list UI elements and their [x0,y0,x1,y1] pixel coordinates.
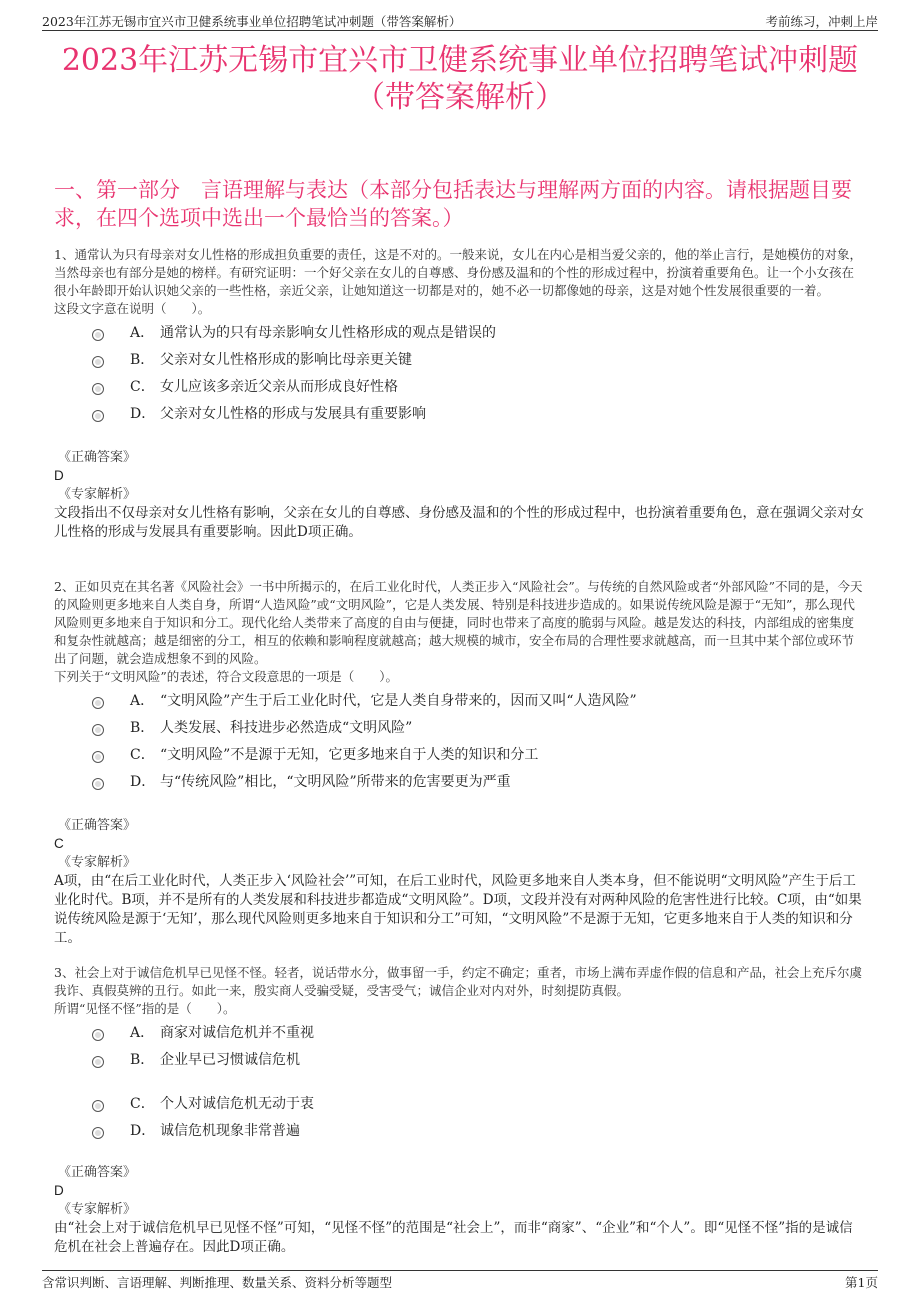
option-text: 企业早已习惯诚信危机 [160,1052,300,1068]
option-text: 父亲对女儿性格的形成与发展具有重要影响 [160,406,426,422]
explanation: 文段指出不仅母亲对女儿性格有影响，父亲在女儿的自尊感、身份感及温和的个性的形成过程中，也扮演着重要角色，意在强调父亲对女儿性格的形成与发展具有重要影响。因此D项正确。 [54,505,864,540]
option-b[interactable]: B． 人类发展、科技进步必然造成“文明风险” [92,719,866,746]
explanation: 由“社会上对于诚信危机早已见怪不怪”可知，“见怪不怪”的范围是“社会上”，而非“商家”、“企业”和“个人”。即“见怪不怪”指的是诚信危机在社会上普遍存在。因此D项正确。 [54,1220,853,1255]
radio-button[interactable] [92,410,104,422]
header-doc-title: 2023年江苏无锡市宜兴市卫健系统事业单位招聘笔试冲刺题（带答案解析） [42,14,462,29]
radio-button[interactable] [92,1029,104,1041]
question-1 [54,246,866,542]
question-stem: 1、通常认为只有母亲对女儿性格的形成担负重要的责任，这是不对的。一般来说，女儿在内心是相当爱父亲的，他的举止言行，是她模仿的对象，当然母亲也有部分是她的榜样。有研究证明：一个好父亲在女儿的自尊感、身份感及温和的个性的形成过程中，扮演着重要角色。让一个小女孩在很小年龄即开始认识她父亲的一些性格，亲近父亲，让她知道这一切都是对的，她不必一切都像她的母亲，这是对她个性发展很重要的一着。 [54,247,862,298]
option-text: 通常认为的只有母亲影响女儿性格形成的观点是错误的 [160,325,496,341]
radio-button[interactable] [92,778,104,790]
question-3 [54,964,866,1257]
option-text: 诚信危机现象非常普遍 [160,1123,300,1139]
page-number: 第1页 [845,1275,878,1290]
option-d[interactable]: D． 父亲对女儿性格的形成与发展具有重要影响 [92,405,866,432]
question-stem: 3、社会上对于诚信危机早已见怪不怪。轻者，说话带水分，做事留一手，约定不确定；重者，市场上满布弄虚作假的信息和产品，社会上充斥尔虞我诈、真假莫辨的丑行。如此一来，殷实商人受骗受疑，受害受气；诚信企业对内对外，时刻提防真假。 [54,965,862,998]
option-text: 父亲对女儿性格形成的影响比母亲更关键 [160,352,412,368]
option-a[interactable]: A． 通常认为的只有母亲影响女儿性格形成的观点是错误的 [92,324,866,351]
option-c[interactable]: C． 个人对诚信危机无动于衷 [92,1095,866,1122]
radio-button[interactable] [92,1127,104,1139]
title-line-2: （带答案解析） [355,80,565,115]
explanation: A项，由“在后工业化时代，人类正步入‘风险社会’”可知，在后工业时代，风险更多地来自人类本身，但不能说明“文明风险”产生于后工业化时代。B项，并不是所有的人类发展和科技进步都造成“文明风险”。D项，文段并没有对两种风险的危害性进行比较。C项，由“如果说传统风险是源于‘无知’，那么现代风险则更多地来自于知识和分工”可知，“文明风险”不是源于无知，它更多地来自于人类的知识和分工。 [54,873,862,946]
correct-answer: D [54,1183,64,1198]
correct-answer: C [54,836,64,851]
radio-button[interactable] [92,1056,104,1068]
option-a[interactable]: A． “文明风险”产生于后工业化时代，它是人类自身带来的，因而又叫“人造风险” [92,692,866,719]
section-heading: 一、第一部分 言语理解与表达（本部分包括表达与理解两方面的内容。请根据题目要求，在四个选项中选出一个最恰当的答案。） [54,178,852,230]
option-text: 人类发展、科技进步必然造成“文明风险” [160,720,413,736]
expert-analysis-label: 《专家解析》 [58,855,137,870]
option-text: 女儿应该多亲近父亲从而形成良好性格 [160,379,398,395]
radio-button[interactable] [92,356,104,368]
expert-analysis-label: 《专家解析》 [58,487,137,502]
option-d[interactable]: D． 诚信危机现象非常普遍 [92,1122,866,1149]
question-prompt: 下列关于“文明风险”的表述，符合文段意思的一项是（ ）。 [54,669,399,684]
option-text: 商家对诚信危机并不重视 [160,1025,314,1041]
radio-button[interactable] [92,751,104,763]
footer-topics: 含常识判断、言语理解、判断推理、数量关系、资料分析等题型 [42,1275,393,1290]
option-c[interactable]: C． 女儿应该多亲近父亲从而形成良好性格 [92,378,866,405]
option-text: “文明风险”不是源于无知，它更多地来自于人类的知识和分工 [160,747,539,763]
radio-button[interactable] [92,383,104,395]
header-slogan: 考前练习，冲刺上岸 [765,14,878,29]
option-text: 个人对诚信危机无动于衷 [160,1096,314,1112]
question-prompt: 这段文字意在说明（ ）。 [54,301,211,316]
radio-button[interactable] [92,724,104,736]
radio-button[interactable] [92,1100,104,1112]
document-title [60,42,860,116]
answer-label: 《正确答案》 [58,450,137,465]
option-a[interactable]: A． 商家对诚信危机并不重视 [92,1024,866,1051]
option-text: “文明风险”产生于后工业化时代，它是人类自身带来的，因而又叫“人造风险” [160,693,637,709]
option-b[interactable]: B． 企业早已习惯诚信危机 [92,1051,866,1095]
option-b[interactable]: B． 父亲对女儿性格形成的影响比母亲更关键 [92,351,866,378]
page-header [42,10,878,31]
title-line-1: 2023年江苏无锡市宜兴市卫健系统事业单位招聘笔试冲刺题 [61,43,859,78]
option-d[interactable]: D． 与“传统风险”相比，“文明风险”所带来的危害要更为严重 [92,773,866,800]
correct-answer: D [54,468,64,483]
option-text: 与“传统风险”相比，“文明风险”所带来的危害要更为严重 [160,774,511,790]
question-2 [54,578,866,948]
question-stem: 2、正如贝克在其名著《风险社会》一书中所揭示的，在后工业化时代，人类正步入“风险社会”。与传统的自然风险或者“外部风险”不同的是，今天的风险则更多地来自人类自身，所谓“人造风险”或“文明风险”，它是人类发展、特别是科技进步造成的。如果说传统风险是源于“无知”，那么现代风险则更多地来自于知识和分工。现代化给人类带来了高度的自由与便捷，同时也带来了高度的脆弱与风险。越是发达的科技，内部组成的密集度和复杂性就越高；越是细密的分工，相互的依赖和影响程度就越高；越大规模的城市，安全布局的合理性要求就越高，而一旦其中某个部位或环节出了问题，就会造成想象不到的风险。 [54,579,863,666]
radio-button[interactable] [92,697,104,709]
radio-button[interactable] [92,329,104,341]
expert-analysis-label: 《专家解析》 [58,1202,137,1217]
answer-label: 《正确答案》 [58,1165,137,1180]
page-footer [42,1270,878,1291]
answer-label: 《正确答案》 [58,818,137,833]
question-prompt: 所谓“见怪不怪”指的是（ ）。 [54,1001,236,1016]
option-c[interactable]: C． “文明风险”不是源于无知，它更多地来自于人类的知识和分工 [92,746,866,773]
